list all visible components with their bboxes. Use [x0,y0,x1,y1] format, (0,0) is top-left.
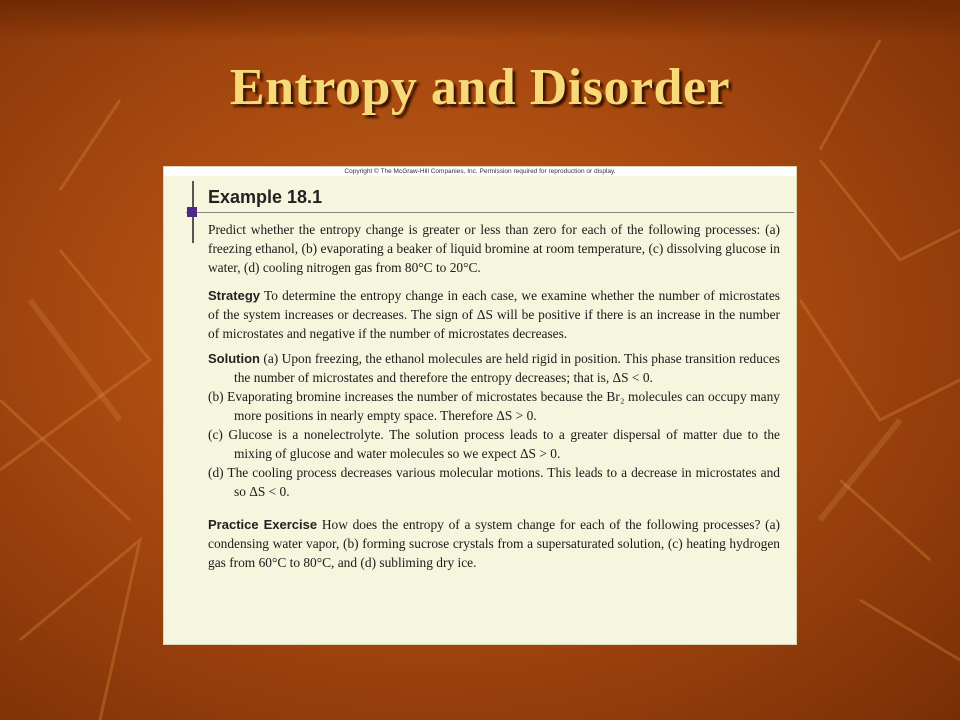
example-card [164,167,796,644]
strategy-text: To determine the entropy change in each case, we examine whether the number of microstates of the system increases or decreases. The sign of ΔS will be positive if there is an increase in the number of microstates and negative if the number of microstates decreases. [208,288,781,341]
example-title: Example 18.1 [208,187,323,207]
solution-a-text: (a) Upon freezing, the ethanol molecules are held rigid in position. This phase transition reduces the number of microstates and therefore the entropy decreases; that is, ΔS < 0. [234,351,780,385]
example-marker-icon [187,207,197,217]
divider-horizontal [186,212,794,213]
solution-label: Solution [208,351,260,366]
practice-text: How does the entropy of a system change for each of the following processes? (a) condensing water vapor, (b) forming sucrose crystals from a supersaturated solution, (c) heating hydrogen gas from 60°C to 80°C, and (d) subliming dry ice. [208,517,780,570]
example-body [208,220,780,572]
practice-label: Practice Exercise [208,517,318,532]
problem-text: Predict whether the entropy change is greater or less than zero for each of the following processes: (a) freezing ethanol, (b) evaporating a beaker of liquid bromine at room temperature, (c) dissolving glucose in water, (d) cooling nitrogen gas from 80°C to 20°C. [208,222,780,275]
strategy-label: Strategy [208,288,261,303]
solution-c-text: (c) Glucose is a nonelectrolyte. The solution process leads to a greater dispersal of matter due to the mixing of glucose and water molecules so we expect ΔS > 0. [208,427,780,461]
practice-paragraph [208,515,780,572]
solution-paragraph-a [208,349,780,387]
slide-title: Entropy and Disorder [229,59,731,116]
solution-d-text: (d) The cooling process decreases various molecular motions. This leads to a decrease in microstates and so ΔS < 0. [208,465,780,499]
copyright-notice: Copyright © The McGraw-Hill Companies, Inc. Permission required for reproduction or display. [164,167,796,176]
solution-b-text: (b) Evaporating bromine increases the number of microstates because the Br₂ molecules can occupy many more positions in nearly empty space. Therefore ΔS > 0. [208,389,780,423]
strategy-paragraph [208,286,780,343]
